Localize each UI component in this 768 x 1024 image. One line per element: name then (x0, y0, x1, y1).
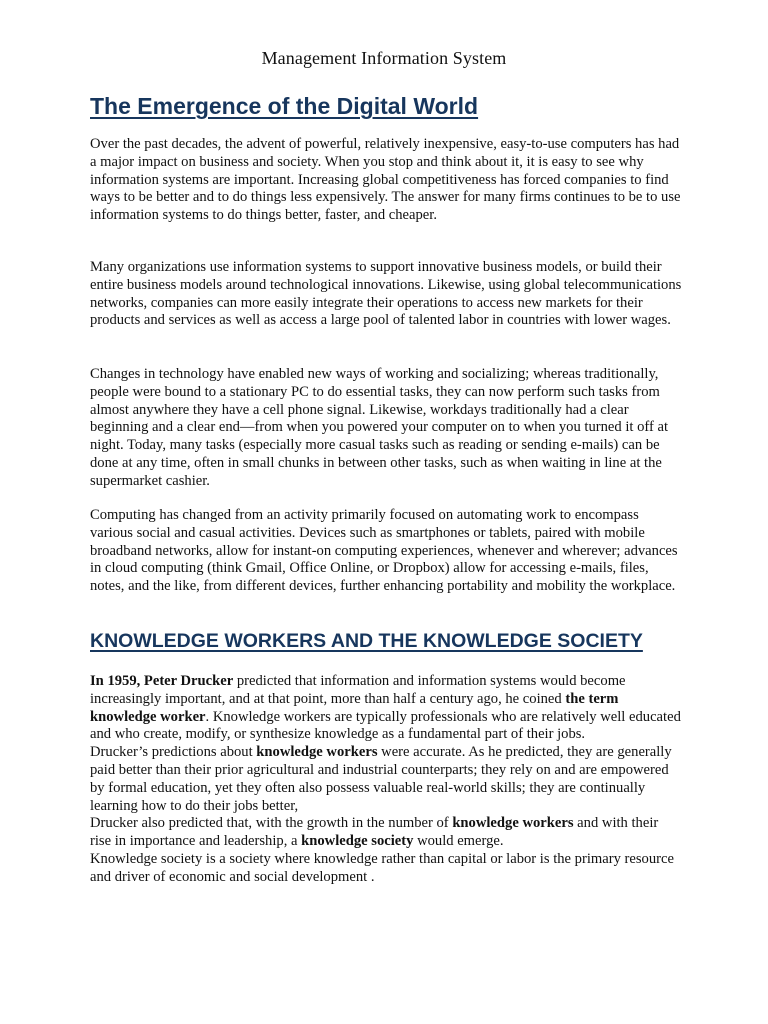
text-run: and with their rise in importance and leadership, a (90, 815, 659, 850)
paragraph-4: Computing has changed from an activity primarily focused on automating work to encompass various social and casual activities. Devices such as smartphones or tablets, paired with mobile broadband networks, allow for instant-on computing experiences, whenever and wherever; advances in cloud computing (think Gmail, Office Online, or Dropbox) allow for accessing e-mails, files, notes, and the like, from different devices, further enhancing portability and mobility the workplace. (90, 507, 678, 595)
section-heading-knowledge-workers: KNOWLEDGE WORKERS AND THE KNOWLEDGE SOCIETY (90, 630, 643, 652)
bold-phrase: the term knowledge worker (90, 690, 619, 725)
text-run: Drucker’s predictions about (90, 744, 257, 761)
section-heading-digital-world: The Emergence of the Digital World (90, 93, 479, 119)
paragraph-2: Many organizations use information systems to support innovative business models, or build their entire business models around technological innovations. Likewise, using global telecommunications networks, companies can more easily integrate their operations to access new markets for their products and services as well as access a large pool of talented labor in countries with lower wages. (90, 259, 682, 329)
bold-phrase: knowledge workers (256, 744, 378, 761)
page-header: Management Information System (261, 48, 507, 68)
text-run: were accurate. As he predicted, they are generally paid better than their prior agricultural and industrial counterparts; they rely on and are empowered by formal education, yet they often also possess valuable real-world skills; they are continually learning how to do their jobs better, (90, 744, 672, 814)
paragraph-knowledge-society-definition: Knowledge society is a society where knowledge rather than capital or labor is the primary resource and driver of economic and social development . (90, 850, 674, 885)
text-run: Drucker also predicted that, with the growth in the number of (90, 815, 453, 832)
paragraph-drucker-1959 (90, 673, 682, 744)
paragraph-knowledge-society (90, 815, 682, 851)
bold-phrase: In 1959, Peter Drucker (90, 673, 234, 689)
paragraph-3: Changes in technology have enabled new ways of working and socializing; whereas traditionally, people were bound to a stationary PC to do essential tasks, they can now perform such tasks from almost anywhere they have a cell phone signal. Likewise, workdays traditionally had a clear beginning and a clear end—from when you powered your computer on to when you turned it off at night. Today, many tasks (especially more casual tasks such as reading or sending e-mails) can be done at any time, often in small chunks in between other tasks, such as when waiting in line at the supermarket cashier. (90, 366, 669, 489)
knowledge-section-body (90, 673, 682, 887)
paragraph-drucker-predictions (90, 744, 682, 815)
text-run: predicted that information and information systems would become increasingly important, and at that point, more than half a century ago, he coined (90, 673, 626, 707)
text-run: would emerge. (413, 833, 504, 850)
paragraph-1: Over the past decades, the advent of powerful, relatively inexpensive, easy-to-use computers has had a major impact on business and society. When you stop and think about it, it is easy to see why information systems are important. Increasing global competitiveness has forced companies to find ways to be better and to do things less expensively. The answer for many firms continues to be to use information systems to do things better, faster, and cheaper. (90, 136, 681, 224)
bold-phrase: knowledge society (301, 833, 414, 850)
bold-phrase: knowledge workers (452, 815, 574, 832)
text-run: . Knowledge workers are typically professionals who are relatively well educated and who create, modify, or synthesize knowledge as a fundamental part of their jobs. (90, 708, 681, 743)
